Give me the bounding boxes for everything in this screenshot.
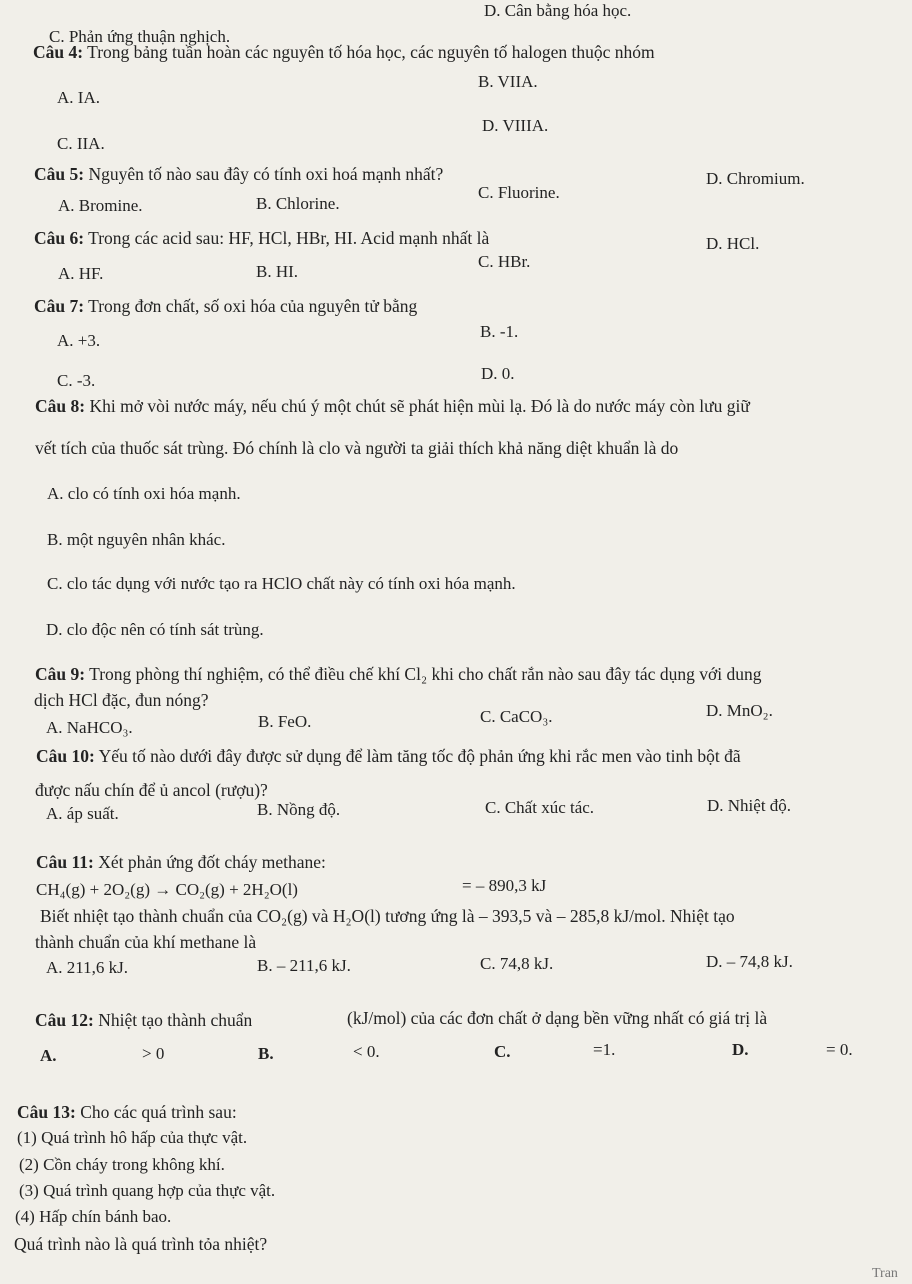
question-10-option-b: B. Nồng độ.: [257, 800, 341, 819]
question-13-text: Cho các quá trình sau:: [80, 1102, 237, 1122]
question-10-line-2: được nấu chín để ủ ancol (rượu)?: [35, 780, 268, 800]
question-10: [36, 746, 741, 766]
question-5-option-c: C. Fluorine.: [478, 183, 560, 202]
question-10-option-d: D. Nhiệt độ.: [707, 796, 792, 815]
question-11-text: Xét phản ứng đốt cháy methane:: [98, 852, 326, 872]
question-12-option-c-value: =1.: [593, 1040, 616, 1059]
question-11: [36, 852, 326, 872]
question-5-option-d: D. Chromium.: [706, 169, 805, 188]
question-13-item-4: (4) Hấp chín bánh bao.: [15, 1207, 172, 1226]
question-7-option-d: D. 0.: [481, 364, 515, 383]
question-12-label: Câu 12:: [35, 1010, 94, 1030]
question-9: [35, 664, 761, 684]
question-12-option-a-value: > 0: [142, 1044, 165, 1063]
question-7-text: Trong đơn chất, số oxi hóa của nguyên tử bằng: [88, 296, 418, 316]
question-12-option-b: B.: [258, 1044, 274, 1063]
question-5-option-a: A. Bromine.: [58, 196, 143, 215]
question-10-label: Câu 10:: [36, 746, 95, 766]
question-8-label: Câu 8:: [35, 396, 86, 416]
prev-option-c: C. Phản ứng thuận nghịch.: [49, 27, 231, 46]
question-11-enthalpy: = – 890,3 kJ: [462, 876, 547, 895]
question-11-option-a: A. 211,6 kJ.: [46, 958, 129, 977]
question-9-option-a: A. NaHCO₃.: [46, 718, 133, 737]
question-13-item-1: (1) Quá trình hô hấp của thực vật.: [17, 1128, 248, 1147]
question-5: [34, 164, 443, 184]
question-13-label: Câu 13:: [17, 1102, 76, 1122]
question-9-option-b: B. FeO.: [258, 712, 312, 731]
question-6-label: Câu 6:: [34, 228, 85, 248]
question-8: [35, 396, 750, 416]
question-12-text-a: Nhiệt tạo thành chuẩn: [98, 1010, 253, 1030]
question-5-option-b: B. Chlorine.: [256, 194, 340, 213]
question-8-option-c: C. clo tác dụng với nước tạo ra HClO chất này có tính oxi hóa mạnh.: [47, 574, 516, 593]
question-7-option-c: C. -3.: [57, 371, 96, 390]
prev-option-d: D. Cân bằng hóa học.: [484, 1, 632, 20]
question-8-line-1: Khi mở vòi nước máy, nếu chú ý một chút sẽ phát hiện mùi lạ. Đó là do nước máy còn lưu giữ: [89, 396, 750, 416]
question-4-option-d: D. VIIIA.: [482, 116, 549, 135]
question-5-label: Câu 5:: [34, 164, 85, 184]
question-11-option-d: D. – 74,8 kJ.: [706, 952, 793, 971]
question-7-option-b: B. -1.: [480, 322, 519, 341]
question-13: [17, 1102, 237, 1122]
question-9-line-1: Trong phòng thí nghiệm, có thể điều chế khí Cl₂ khi cho chất rắn nào sau đây tác dụng với dung: [89, 664, 762, 684]
question-6: [34, 228, 489, 248]
question-13-question: Quá trình nào là quá trình tỏa nhiệt?: [14, 1234, 268, 1254]
question-10-line-1: Yếu tố nào dưới đây được sử dụng để làm tăng tốc độ phản ứng khi rắc men vào tinh bột đã: [98, 746, 741, 766]
question-13-item-2: (2) Cồn cháy trong không khí.: [19, 1155, 225, 1174]
question-7-label: Câu 7:: [34, 296, 85, 316]
question-12-option-b-value: < 0.: [353, 1042, 380, 1061]
question-8-option-d: D. clo độc nên có tính sát trùng.: [46, 620, 264, 639]
question-12: [35, 1010, 252, 1030]
page-corner-text: Tran: [872, 1266, 898, 1281]
question-6-option-a: A. HF.: [58, 264, 104, 283]
question-12-option-d-value: = 0.: [826, 1040, 853, 1059]
question-9-label: Câu 9:: [35, 664, 86, 684]
question-4-text: Trong bảng tuần hoàn các nguyên tố hóa học, các nguyên tố halogen thuộc nhóm: [87, 42, 655, 62]
question-12-option-d: D.: [732, 1040, 749, 1059]
question-8-option-a: A. clo có tính oxi hóa mạnh.: [47, 484, 241, 503]
question-4-option-b: B. VIIA.: [478, 72, 538, 91]
question-12-option-a: A.: [40, 1046, 57, 1065]
question-11-line-3: Biết nhiệt tạo thành chuẩn của CO₂(g) và H₂O(l) tương ứng là – 393,5 và – 285,8 kJ/mol. Nhiệt tạo: [40, 906, 735, 926]
question-6-option-d: D. HCl.: [706, 234, 760, 253]
question-9-option-d: D. MnO₂.: [706, 701, 773, 720]
question-5-text: Nguyên tố nào sau đây có tính oxi hoá mạnh nhất?: [88, 164, 444, 184]
question-4: [33, 42, 655, 62]
question-4-option-a: A. IA.: [57, 88, 100, 107]
question-9-line-2: dịch HCl đặc, đun nóng?: [34, 690, 209, 710]
question-4-label: Câu 4:: [33, 42, 84, 62]
question-11-equation: CH₄(g) + 2O₂(g) → CO₂(g) + 2H₂O(l): [36, 880, 298, 899]
question-8-option-b: B. một nguyên nhân khác.: [47, 530, 226, 549]
question-13-item-3: (3) Quá trình quang hợp của thực vật.: [19, 1181, 276, 1200]
question-11-label: Câu 11:: [36, 852, 94, 872]
question-11-option-c: C. 74,8 kJ.: [480, 954, 554, 973]
question-11-option-b: B. – 211,6 kJ.: [257, 956, 351, 975]
question-7: [34, 296, 417, 316]
question-10-option-c: C. Chất xúc tác.: [485, 798, 595, 817]
question-6-option-c: C. HBr.: [478, 252, 531, 271]
question-9-option-c: C. CaCO₃.: [480, 707, 553, 726]
question-8-line-2: vết tích của thuốc sát trùng. Đó chính là clo và người ta giải thích khả năng diệt khuẩn là do: [35, 438, 679, 458]
question-10-option-a: A. áp suất.: [46, 804, 119, 823]
question-11-line-4: thành chuẩn của khí methane là: [35, 932, 257, 952]
question-4-option-c: C. IIA.: [57, 134, 105, 153]
question-12-option-c: C.: [494, 1042, 511, 1061]
question-6-option-b: B. HI.: [256, 262, 299, 281]
question-6-text: Trong các acid sau: HF, HCl, HBr, HI. Acid mạnh nhất là: [88, 228, 490, 248]
question-12-text-b: (kJ/mol) của các đơn chất ở dạng bền vững nhất có giá trị là: [347, 1008, 768, 1028]
question-7-option-a: A. +3.: [57, 331, 101, 350]
